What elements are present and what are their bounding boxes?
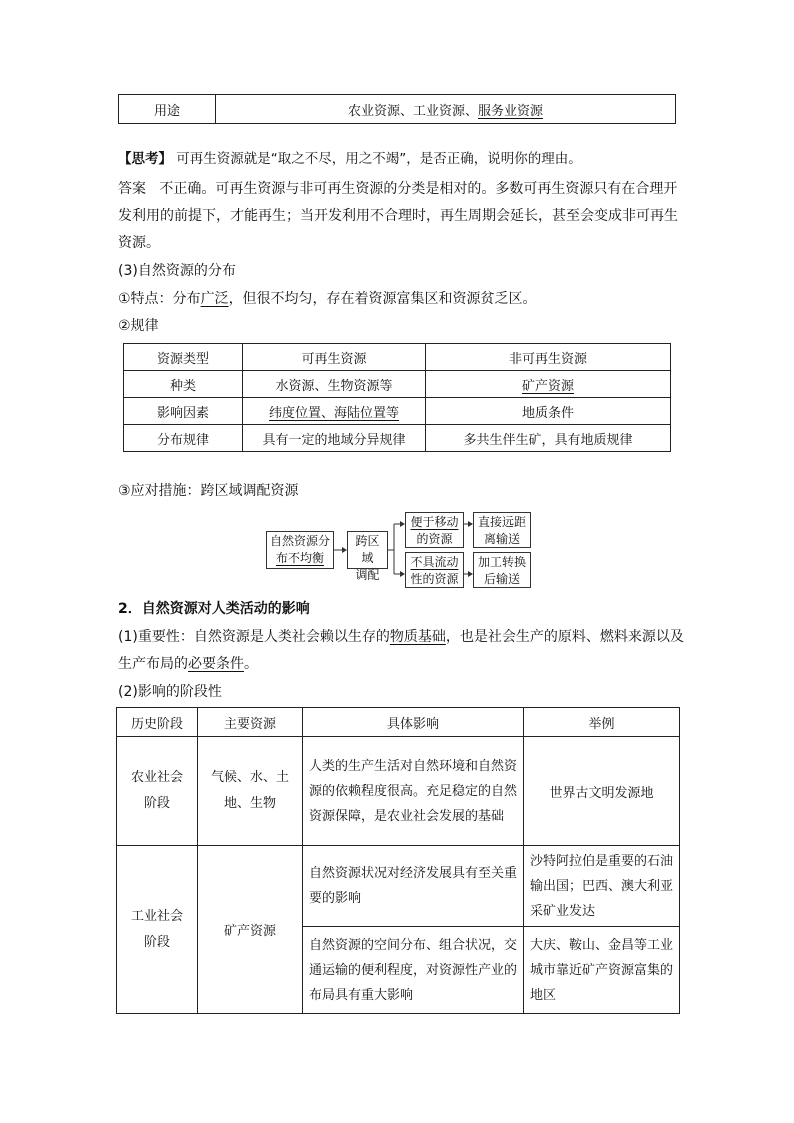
flow-start-box [266, 531, 334, 569]
distribution-table [123, 343, 671, 452]
flow-start-line2: 布不均衡 [275, 551, 324, 565]
use-value-cell [216, 95, 676, 124]
importance-suffix-2: 。 [244, 656, 258, 672]
importance-underlined-1: 物质基础 [389, 629, 446, 645]
measure-line: ③应对措施：跨区域调配资源 [118, 483, 299, 499]
table-cell: 影响因素 [124, 398, 243, 425]
think-answer-line-3: 资源。 [118, 235, 160, 251]
table-cell: 地质条件 [426, 398, 671, 425]
flow-up-line1: 便于移动 [410, 515, 459, 529]
stage-table [116, 707, 680, 1014]
header-cell: 历史阶段 [117, 708, 198, 737]
flow-down-line1: 不具流动 [410, 555, 459, 569]
flow-up-out-box [473, 512, 531, 548]
flow-mid-box [347, 531, 388, 582]
header-cell: 可再生资源 [243, 344, 426, 371]
importance-underlined-2: 必要条件 [188, 656, 244, 672]
flow-down-out-box [473, 552, 531, 588]
impact-heading: 2．自然资源对人类活动的影响 [118, 601, 310, 617]
distribution-heading: (3)自然资源的分布 [118, 263, 236, 279]
feature-prefix: ①特点：分布 [118, 291, 201, 307]
header-cell: 资源类型 [124, 344, 243, 371]
answer-text-1: 不正确。可再生资源与非可再生资源的分类是相对的。多数可再生资源只有在合理开 [159, 181, 678, 197]
table-header-row [117, 708, 680, 737]
table-cell: 工业社会阶段 [117, 846, 198, 1014]
use-value-text: 农业资源、工业资源、 [347, 103, 478, 119]
table-row [124, 425, 671, 452]
table-cell: 多共生伴生矿，具有地质规律 [426, 425, 671, 452]
table-cell: 矿产资源 [426, 371, 671, 398]
header-cell: 主要资源 [198, 708, 303, 737]
feature-suffix: ，但很不均匀，存在着资源富集区和资源贫乏区。 [228, 291, 537, 307]
flow-down-out-line2: 后输送 [483, 572, 520, 586]
table-cell: 水资源、生物资源等 [243, 371, 426, 398]
table-cell: 大庆、鞍山、金昌等工业城市靠近矿产资源富集的地区 [524, 927, 680, 1014]
importance-line-2 [118, 651, 678, 677]
table-cell: 自然资源状况对经济发展具有至关重要的影响 [303, 846, 524, 927]
table-row [117, 737, 680, 846]
table-row [124, 398, 671, 425]
distribution-feature [118, 286, 678, 312]
table-cell: 种类 [124, 371, 243, 398]
flow-diagram [262, 512, 532, 588]
table-row [124, 371, 671, 398]
answer-label: 答案 [118, 181, 146, 197]
use-value-underlined: 服务业资源 [478, 103, 544, 119]
flow-start-line1: 自然资源分 [269, 534, 330, 548]
use-label-cell: 用途 [119, 95, 216, 124]
flow-up-out-line2: 离输送 [483, 532, 520, 546]
flow-up-line2: 的资源 [416, 532, 453, 546]
table-cell: 分布规律 [124, 425, 243, 452]
table-cell: 纬度位置、海陆位置等 [243, 398, 426, 425]
importance-line-1 [118, 624, 684, 650]
table-row [119, 95, 676, 124]
importance-suffix-1: ，也是社会生产的原料、燃料来源以及 [445, 629, 684, 645]
flow-mid-line2: 调配 [355, 568, 380, 582]
table-header-row [124, 344, 671, 371]
table-cell: 气候、水、土地、生物 [198, 737, 303, 846]
flow-down-box [405, 552, 464, 588]
table-cell: 人类的生产生活对自然环境和自然资源的依赖程度很高。充足稳定的自然资源保障，是农业社会发展的基础 [303, 737, 524, 846]
think-question: 可再生资源就是“取之不尽，用之不竭”，是否正确，说明你的理由。 [176, 151, 582, 167]
think-answer-line-1 [118, 176, 678, 202]
rule-heading: ②规律 [118, 318, 159, 334]
header-cell: 非可再生资源 [426, 344, 671, 371]
think-tag: 【思考】 [118, 151, 172, 167]
think-answer-line-2: 发利用的前提下，才能再生；当开发利用不合理时，再生周期会延长，甚至会变成非可再生 [118, 208, 678, 224]
importance-prefix-2: 生产布局的 [118, 656, 188, 672]
table-cell: 沙特阿拉伯是重要的石油输出国；巴西、澳大利亚采矿业发达 [524, 846, 680, 927]
header-cell: 具体影响 [303, 708, 524, 737]
flow-up-box [405, 512, 464, 548]
feature-underlined: 广泛 [200, 291, 229, 307]
header-cell: 举例 [524, 708, 680, 737]
table-cell: 具有一定的地域分异规律 [243, 425, 426, 452]
table-cell: 自然资源的空间分布、组合状况，交通运输的便利程度，对资源性产业的布局具有重大影响 [303, 927, 524, 1014]
flow-down-line2: 性的资源 [410, 572, 459, 586]
flow-down-out-line1: 加工转换 [477, 555, 526, 569]
flow-mid-line1: 跨区域 [355, 534, 380, 565]
importance-prefix: (1)重要性：自然资源是人类社会赖以生存的 [118, 629, 390, 645]
resource-use-table [118, 94, 676, 124]
think-question-line [118, 146, 678, 172]
table-row [117, 846, 680, 927]
table-cell: 世界古文明发源地 [524, 737, 680, 846]
flow-up-out-line1: 直接远距 [477, 515, 526, 529]
table-cell: 农业社会阶段 [117, 737, 198, 846]
stage-heading: (2)影响的阶段性 [118, 684, 222, 700]
table-cell: 矿产资源 [198, 846, 303, 1014]
